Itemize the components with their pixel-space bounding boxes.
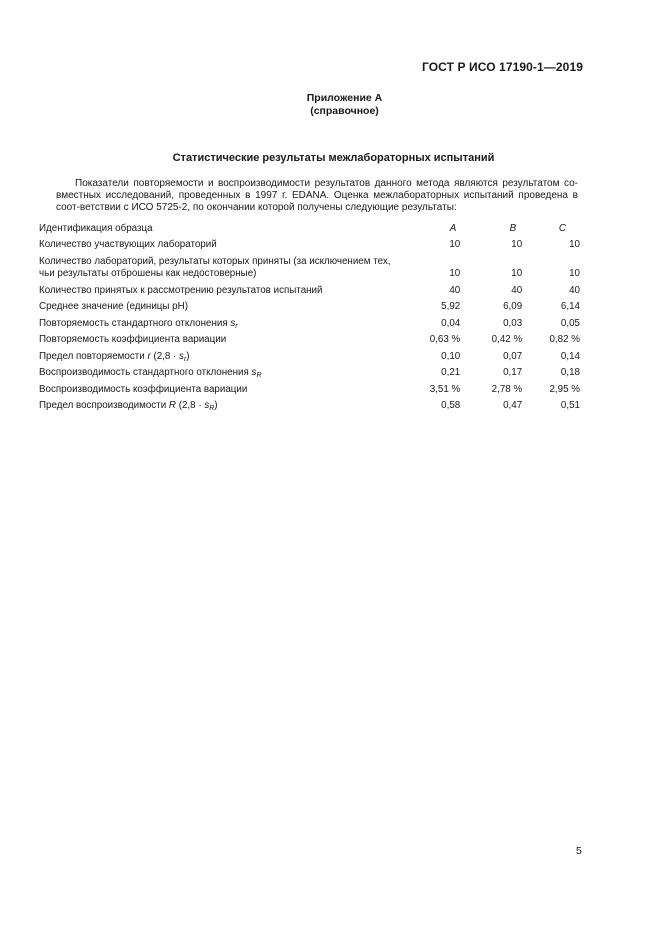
table-row [36, 280, 582, 297]
value-a: 3,51 % [429, 383, 461, 395]
value-a: 10 [449, 239, 461, 250]
value-a: 0,04 [441, 317, 461, 329]
intro-paragraph: Показатели повторяемости и воспроизводимости результатов данного метода являются результатом со-вместных исследований, проведенных в 1997 г. EDANA. Оценка межлабораторных испытаний проведена в соот-ветствии с ИСО 5725-2, по окончании которой получены следующие результаты: [56, 178, 578, 213]
symbol: r [147, 350, 151, 362]
section-title [0, 152, 661, 164]
formula-open: (2,8 · [178, 400, 205, 411]
value-b: 10 [511, 268, 523, 279]
value-c: 10 [569, 239, 580, 250]
table-row [36, 330, 582, 347]
symbol-subscript: R [256, 372, 262, 379]
value-a: 10 [449, 268, 461, 279]
value-c: 0,14 [560, 350, 580, 362]
table-row [36, 313, 582, 330]
symbol: s [251, 367, 257, 378]
row-label [36, 313, 399, 330]
symbol: s [230, 317, 236, 329]
formula-close: ) [214, 400, 218, 411]
value-c: 40 [569, 284, 580, 296]
row-label: Количество участвующих лабораторий [39, 239, 217, 250]
header-sample-b: B [509, 222, 517, 234]
row-label-text: Воспроизводимость стандартного отклонения [39, 367, 249, 378]
value-b: 0,47 [503, 400, 523, 411]
formula-subscript: r [183, 355, 187, 363]
row-label [36, 346, 399, 363]
table-row [36, 363, 582, 380]
value-a: 0,63 % [429, 334, 461, 345]
appendix-heading [0, 92, 661, 118]
symbol: R [168, 400, 176, 411]
formula-open: (2,8 · [153, 350, 180, 362]
value-b: 2,78 % [491, 383, 523, 395]
value-c: 2,95 % [549, 383, 580, 395]
value-a: 40 [449, 284, 461, 296]
row-label: Количество лабораторий, результаты которых приняты (за исключением тех, чьи результаты отброшены как недостоверные) [39, 256, 391, 279]
table-header-row [36, 218, 582, 235]
formula-subscript: R [209, 405, 215, 412]
section-title-text: Статистические результаты межлабораторных испытаний [172, 152, 495, 164]
value-c: 0,82 % [549, 334, 580, 345]
value-c: 6,14 [560, 301, 580, 312]
value-b: 10 [511, 239, 523, 250]
appendix-title: Приложение А [306, 92, 383, 104]
value-a: 0,58 [441, 400, 461, 411]
row-label [36, 396, 399, 413]
symbol-subscript: r [235, 322, 238, 330]
document-code: ГОСТ Р ИСО 17190-1—2019 [421, 60, 583, 74]
value-c: 0,18 [560, 367, 580, 378]
formula-close: ) [186, 350, 190, 362]
appendix-note: (справочное) [310, 105, 379, 117]
table-row [36, 346, 582, 363]
table-row [36, 251, 582, 280]
header-label: Идентификация образца [39, 222, 153, 234]
value-b: 6,09 [503, 301, 523, 312]
table-row [36, 379, 582, 396]
value-b: 40 [511, 284, 523, 296]
row-label-text: Предел воспроизводимости [39, 400, 167, 411]
table-row [36, 235, 582, 252]
value-b: 0,17 [503, 367, 523, 378]
results-table [36, 218, 582, 412]
row-label: Воспроизводимость коэффициента вариации [39, 383, 248, 395]
row-label-text: Предел повторяемости [39, 350, 145, 362]
value-b: 0,03 [503, 317, 523, 329]
row-label: Среднее значение (единицы pH) [39, 301, 188, 312]
value-c: 10 [569, 268, 580, 279]
value-a: 0,21 [441, 367, 461, 378]
formula-symbol: s [204, 400, 210, 411]
value-a: 0,10 [441, 350, 461, 362]
row-label: Количество принятых к рассмотрению результатов испытаний [39, 284, 323, 296]
formula-symbol: s [179, 350, 184, 362]
value-a: 5,92 [441, 301, 461, 312]
table-row [36, 297, 582, 314]
row-label [36, 363, 399, 380]
value-b: 0,42 % [491, 334, 523, 345]
row-label-text: Повторяемость стандартного отклонения [39, 317, 228, 329]
value-c: 0,51 [560, 400, 580, 411]
header-sample-c: C [558, 222, 566, 234]
value-c: 0,05 [560, 317, 580, 329]
row-label: Повторяемость коэффициента вариации [39, 334, 227, 345]
header-sample-a: A [449, 222, 457, 234]
value-b: 0,07 [503, 350, 523, 362]
page-number: 5 [576, 845, 582, 857]
table-row [36, 396, 582, 413]
